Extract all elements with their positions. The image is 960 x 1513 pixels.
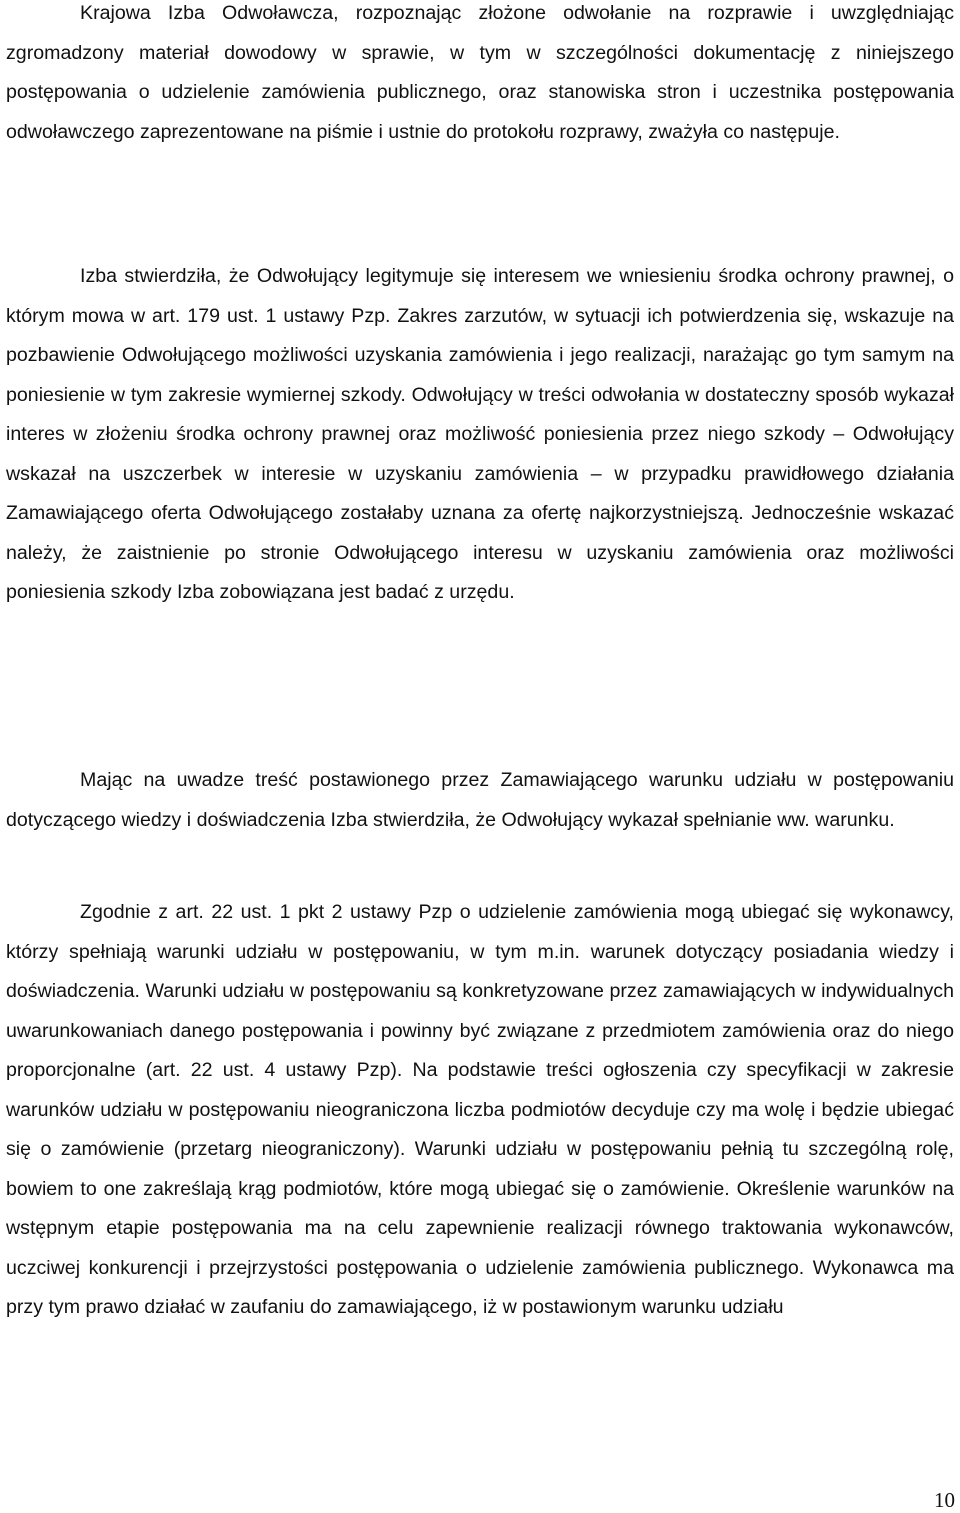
- paragraph-4: Zgodnie z art. 22 ust. 1 pkt 2 ustawy Pzp o udzielenie zamówienia mogą ubiegać się wykonawcy, którzy spełniają warunki udziału w postępowaniu, w tym m.in. warunek dotyczący posiadania wiedzy i doświadczenia. Warunki udziału w postępowaniu są konkretyzowane przez zamawiających w indywidualnych uwarunkowaniach danego postępowania i powinny być związane z przedmiotem zamówienia oraz do niego proporcjonalne (art. 22 ust. 4 ustawy Pzp). Na podstawie treści ogłoszenia czy specyfikacji w zakresie warunków udziału w postępowaniu nieograniczona liczba podmiotów decyduje czy ma wolę i będzie ubiegać się o zamówienie (przetarg nieograniczony). Warunki udziału w postępowaniu pełnią tu szczególną rolę, bowiem to one zakreślają krąg podmiotów, które mogą ubiegać się o zamówienie. Określenie warunków na wstępnym etapie postępowania ma na celu zapewnienie realizacji równego traktowania wykonawców, uczciwej konkurencji i przejrzystości postępowania o udzielenie zamówienia publicznego. Wykonawca ma przy tym prawo działać w zaufaniu do zamawiającego, iż w postawionym warunku udziału: [6, 901, 954, 1318]
- page-number: 10: [934, 1488, 955, 1512]
- paragraph-1: Krajowa Izba Odwoławcza, rozpoznając złożone odwołanie na rozprawie i uwzględniając zgromadzony materiał dowodowy w sprawie, w tym w szczególności dokumentację z niniejszego postępowania o udzielenie zamówienia publicznego, oraz stanowiska stron i uczestnika postępowania odwoławczego zaprezentowane na piśmie i ustnie do protokołu rozprawy, zważyła co następuje.: [6, 2, 954, 143]
- paragraph-3: Mając na uwadze treść postawionego przez Zamawiającego warunku udziału w postępowaniu dotyczącego wiedzy i doświadczenia Izba stwierdziła, że Odwołujący wykazał spełnianie ww. warunku.: [6, 769, 954, 831]
- paragraph-2: Izba stwierdziła, że Odwołujący legitymuje się interesem we wniesieniu środka ochrony prawnej, o którym mowa w art. 179 ust. 1 ustawy Pzp. Zakres zarzutów, w sytuacji ich potwierdzenia się, wskazuje na pozbawienie Odwołującego możliwości uzyskania zamówienia i jego realizacji, narażając go tym samym na poniesienie w tym zakresie wymiernej szkody. Odwołujący w treści odwołania w dostateczny sposób wykazał interes w złożeniu środka ochrony prawnej oraz możliwość poniesienia przez niego szkody – Odwołujący wskazał na uszczerbek w interesie w uzyskaniu zamówienia – w przypadku prawidłowego działania Zamawiającego oferta Odwołującego zostałaby uznana za ofertę najkorzystniejszą. Jednocześnie wskazać należy, że zaistnienie po stronie Odwołującego interesu w uzyskaniu zamówienia oraz możliwości poniesienia szkody Izba zobowiązana jest badać z urzędu.: [6, 265, 954, 603]
